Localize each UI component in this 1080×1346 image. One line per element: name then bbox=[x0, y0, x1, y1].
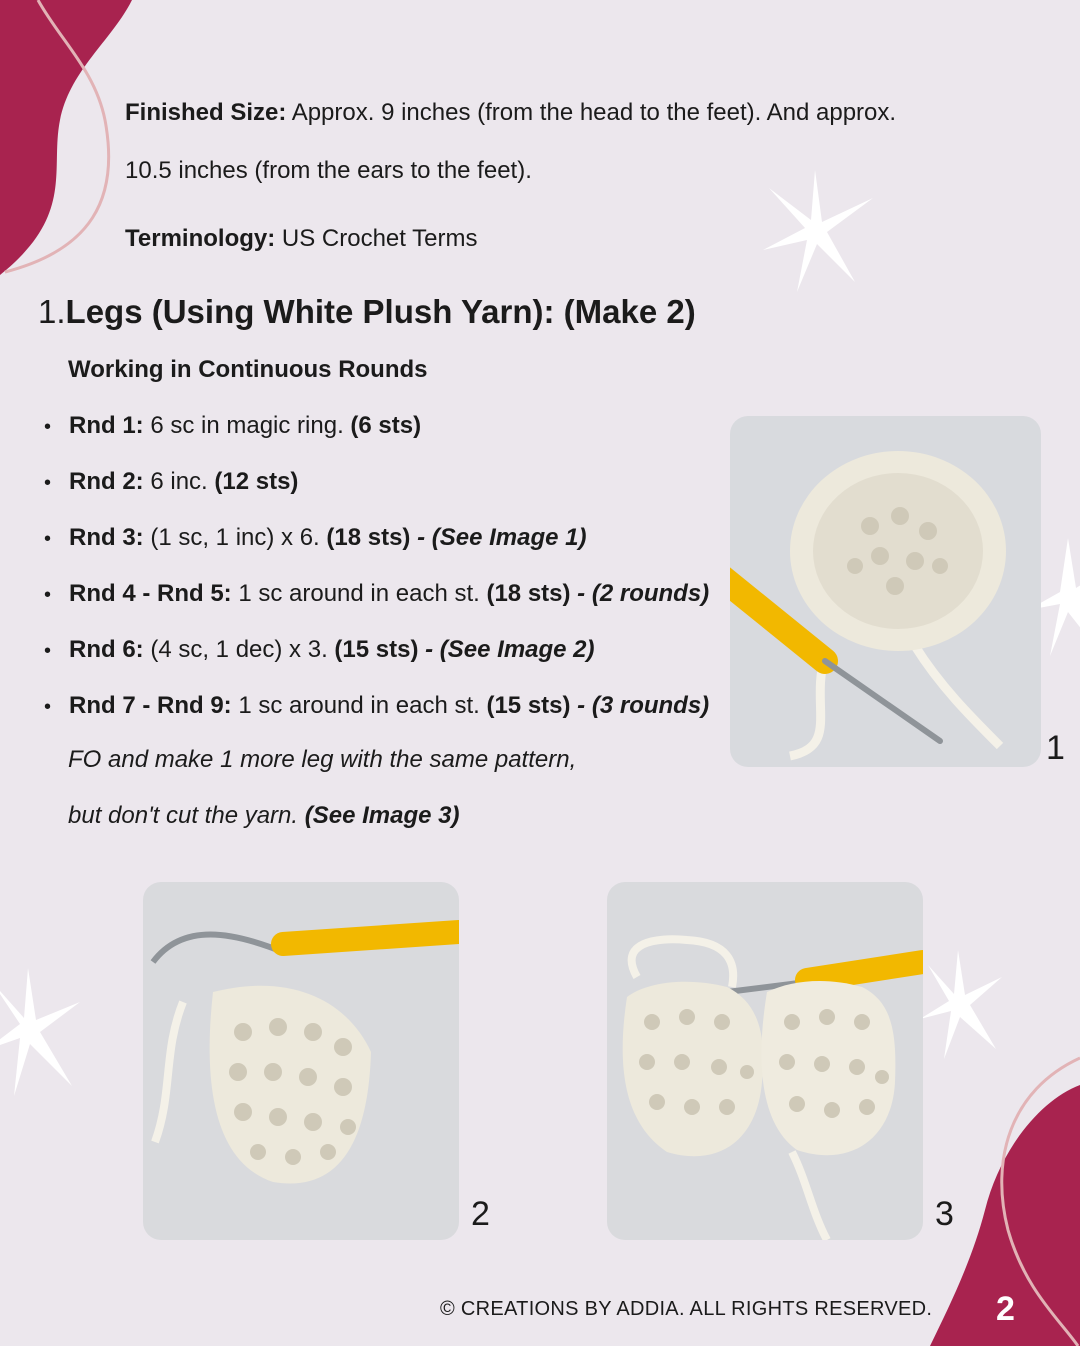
finish-note-line-2 bbox=[68, 801, 459, 831]
round-label: Rnd 7 - Rnd 9: bbox=[69, 692, 232, 719]
round-count: (15 sts) bbox=[334, 636, 419, 663]
round-count: (12 sts) bbox=[214, 468, 299, 495]
round-label: Rnd 1: bbox=[69, 412, 144, 439]
round-text: (1 sc, 1 inc) x 6. bbox=[143, 524, 327, 551]
image-caption: 2 bbox=[471, 1195, 490, 1233]
round-note: - (3 rounds) bbox=[570, 692, 710, 719]
crochet-circle-with-hook-photo bbox=[730, 416, 1041, 767]
round-text: 6 inc. bbox=[143, 468, 215, 495]
copyright-footer: © CREATIONS BY ADDIA. ALL RIGHTS RESERVED. bbox=[440, 1298, 933, 1320]
list-item bbox=[44, 691, 709, 722]
finish-note-line-1: FO and make 1 more leg with the same pattern, bbox=[68, 746, 577, 773]
round-text: 6 sc in magic ring. bbox=[143, 412, 351, 439]
section-number: 1. bbox=[38, 293, 66, 330]
image-caption: 3 bbox=[935, 1195, 954, 1233]
sparkle-icon bbox=[920, 950, 1002, 1059]
section-heading bbox=[38, 290, 696, 334]
bullet-icon: • bbox=[44, 416, 52, 438]
round-label: Rnd 3: bbox=[69, 524, 144, 551]
round-count: (18 sts) bbox=[486, 580, 571, 607]
list-item bbox=[44, 635, 595, 666]
round-text: 1 sc around in each st. bbox=[231, 692, 487, 719]
list-item bbox=[44, 523, 587, 554]
round-label: Rnd 2: bbox=[69, 468, 144, 495]
list-item bbox=[44, 467, 298, 498]
finished-size-text: Approx. 9 inches (from the head to the feet). And approx. bbox=[286, 99, 897, 126]
bullet-icon: • bbox=[44, 528, 52, 550]
section-subtitle: Working in Continuous Rounds bbox=[68, 356, 428, 383]
crochet-cup-with-hook-photo bbox=[143, 882, 459, 1240]
round-count: (15 sts) bbox=[486, 692, 571, 719]
finish-note-text: but don't cut the yarn. bbox=[68, 802, 305, 829]
round-note: - (2 rounds) bbox=[570, 580, 710, 607]
sparkle-icon bbox=[0, 968, 80, 1096]
round-note: - (See Image 2) bbox=[418, 636, 595, 663]
two-crochet-legs-photo bbox=[607, 882, 923, 1240]
round-text: (4 sc, 1 dec) x 3. bbox=[143, 636, 335, 663]
terminology-value: US Crochet Terms bbox=[275, 225, 478, 252]
list-item bbox=[44, 411, 421, 442]
round-count: (6 sts) bbox=[350, 412, 422, 439]
round-count: (18 sts) bbox=[326, 524, 411, 551]
finished-size-label: Finished Size: bbox=[125, 99, 287, 126]
round-label: Rnd 4 - Rnd 5: bbox=[69, 580, 232, 607]
finish-note-reference: (See Image 3) bbox=[304, 802, 460, 829]
list-item bbox=[44, 579, 709, 610]
bullet-icon: • bbox=[44, 696, 52, 718]
round-note: - (See Image 1) bbox=[410, 524, 587, 551]
bullet-icon: • bbox=[44, 584, 52, 606]
terminology-line bbox=[125, 224, 478, 254]
round-text: 1 sc around in each st. bbox=[231, 580, 487, 607]
section-title: Legs (Using White Plush Yarn): (Make 2) bbox=[65, 293, 696, 330]
sparkle-icon bbox=[763, 170, 873, 292]
bullet-icon: • bbox=[44, 472, 52, 494]
terminology-label: Terminology: bbox=[125, 225, 276, 252]
page-number: 2 bbox=[996, 1290, 1015, 1328]
bullet-icon: • bbox=[44, 640, 52, 662]
finished-size-line-2: 10.5 inches (from the ears to the feet). bbox=[125, 157, 532, 184]
finished-size-line bbox=[125, 98, 896, 128]
round-label: Rnd 6: bbox=[69, 636, 144, 663]
image-caption: 1 bbox=[1046, 729, 1065, 767]
